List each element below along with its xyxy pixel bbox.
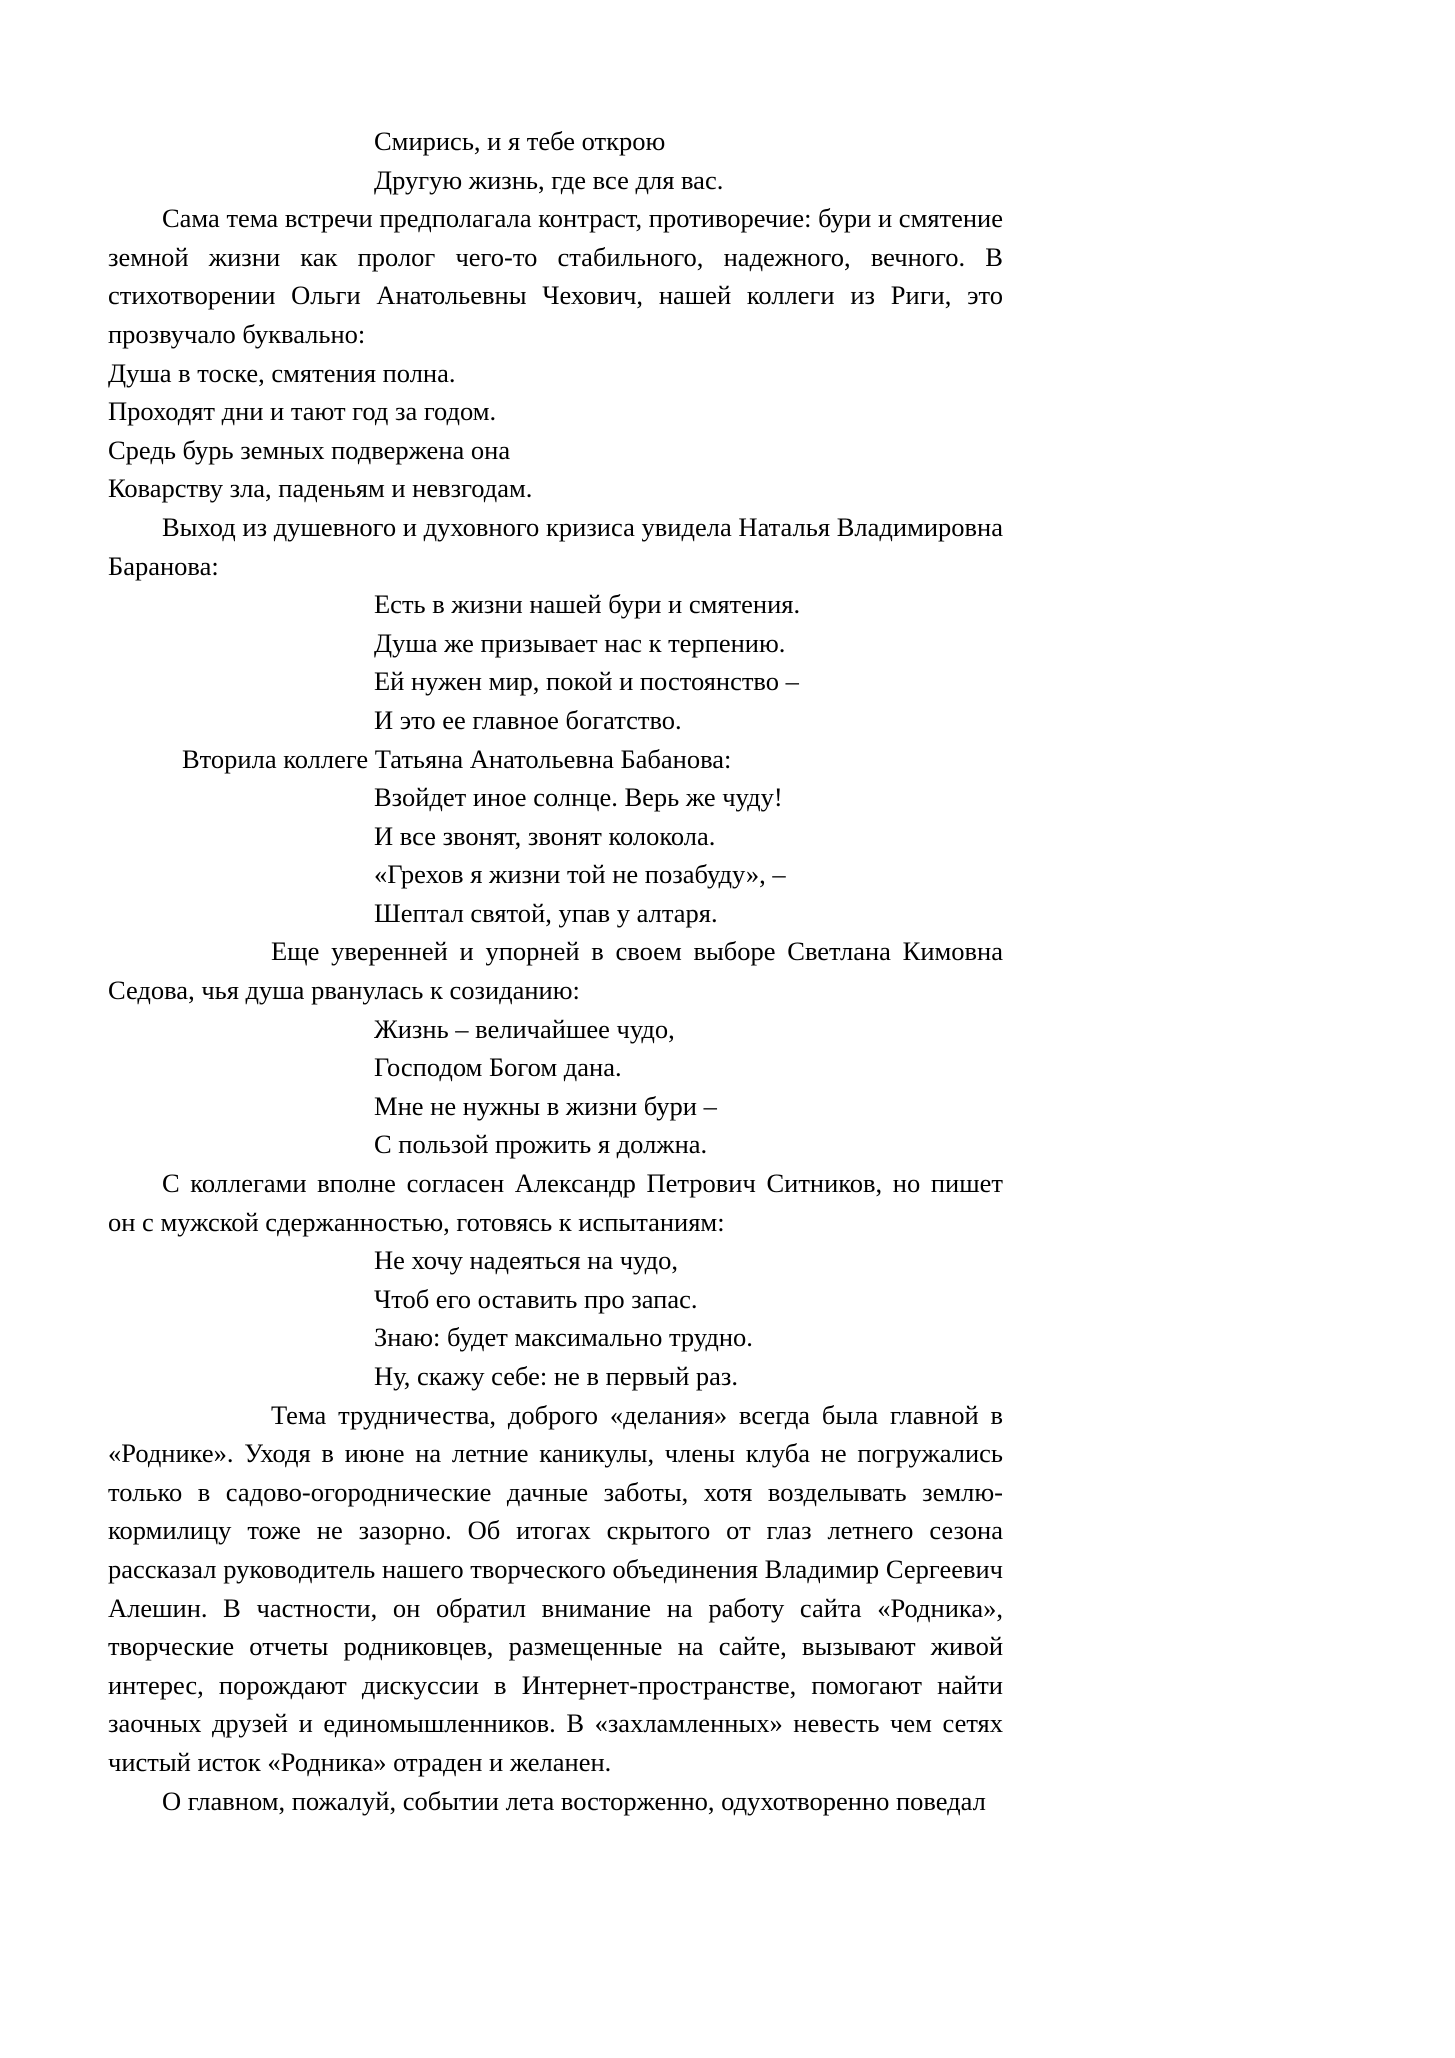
verse-line: Средь бурь земных подвержена она xyxy=(108,434,511,465)
body-paragraph: С коллегами вполне согласен Александр Петрович Ситников, но пишет он с мужской сдержанностью, готовясь к испытаниям: xyxy=(108,1168,1003,1237)
body-paragraph: О главном, пожалуй, событии лета восторженно, одухотворенно поведал xyxy=(162,1785,986,1816)
verse-line: Шептал святой, упав у алтаря. xyxy=(374,897,718,928)
document-body xyxy=(108,122,1003,1820)
body-paragraph: Тема трудничества, доброго «делания» всегда была главной в «Роднике». Уходя в июне на летние каникулы, члены клуба не погружались только в садово-огороднические дачные заботы, хотя возделывать землю-кормилицу тоже не зазорно. Об итогах скрытого от глаз летнего сезона рассказал руководитель нашего творческого объединения Владимир Сергеевич Алешин. В частности, он обратил внимание на работу сайта «Родника», творческие отчеты родниковцев, размещенные на сайте, вызывают живой интерес, порождают дискуссии в Интернет-пространстве, помогают найти заочных друзей и единомышленников. В «захламленных» невесть чем сетях чистый исток «Родника» отраден и желанен. xyxy=(108,1399,1003,1777)
body-paragraph: Сама тема встречи предполагала контраст, противоречие: бури и смятение земной жизни как пролог чего-то стабильного, надежного, вечного. В стихотворении Ольги Анатольевны Чехович, нашей коллеги из Риги, это прозвучало буквально: xyxy=(108,203,1003,349)
body-paragraph: Еще уверенней и упорней в своем выборе Светлана Кимовна Седова, чья душа рванулась к созиданию: xyxy=(108,936,1003,1006)
verse-line: Ну, скажу себе: не в первый раз. xyxy=(374,1361,739,1391)
verse-line: Взойдет иное солнце. Верь же чуду! xyxy=(374,782,783,813)
verse-line: И это ее главное богатство. xyxy=(374,704,682,735)
verse-line: Чтоб его оставить про запас. xyxy=(374,1283,698,1314)
verse-line: Коварству зла, паденьям и невзгодам. xyxy=(108,473,533,504)
verse-line: С пользой прожить я должна. xyxy=(374,1129,708,1160)
verse-line: И все звонят, звонят колокола. xyxy=(374,820,716,851)
verse-line: Другую жизнь, где все для вас. xyxy=(374,164,724,195)
body-paragraph: Выход из душевного и духовного кризиса увидела Наталья Владимировна Баранова: xyxy=(108,511,1003,581)
verse-line: Ей нужен мир, покой и постоянство – xyxy=(374,666,799,697)
verse-line: Душа в тоске, смятения полна. xyxy=(108,357,456,388)
verse-lead-in: Вторила коллеге Татьяна Анатольевна Бабанова: xyxy=(182,743,732,774)
verse-line: «Грехов я жизни той не позабуду», – xyxy=(374,859,786,890)
verse-line: Смирись, и я тебе открою xyxy=(374,126,666,156)
verse-line: Жизнь – величайшее чудо, xyxy=(374,1013,675,1044)
verse-line: Душа же призывает нас к терпению. xyxy=(374,627,786,658)
verse-line: Есть в жизни нашей бури и смятения. xyxy=(374,589,801,620)
verse-line: Проходят дни и тают год за годом. xyxy=(108,396,497,427)
verse-line: Знаю: будет максимально трудно. xyxy=(374,1322,753,1353)
verse-line: Мне не нужны в жизни бури – xyxy=(374,1090,717,1121)
verse-line: Господом Богом дана. xyxy=(374,1052,622,1083)
verse-line: Не хочу надеяться на чудо, xyxy=(374,1245,678,1276)
